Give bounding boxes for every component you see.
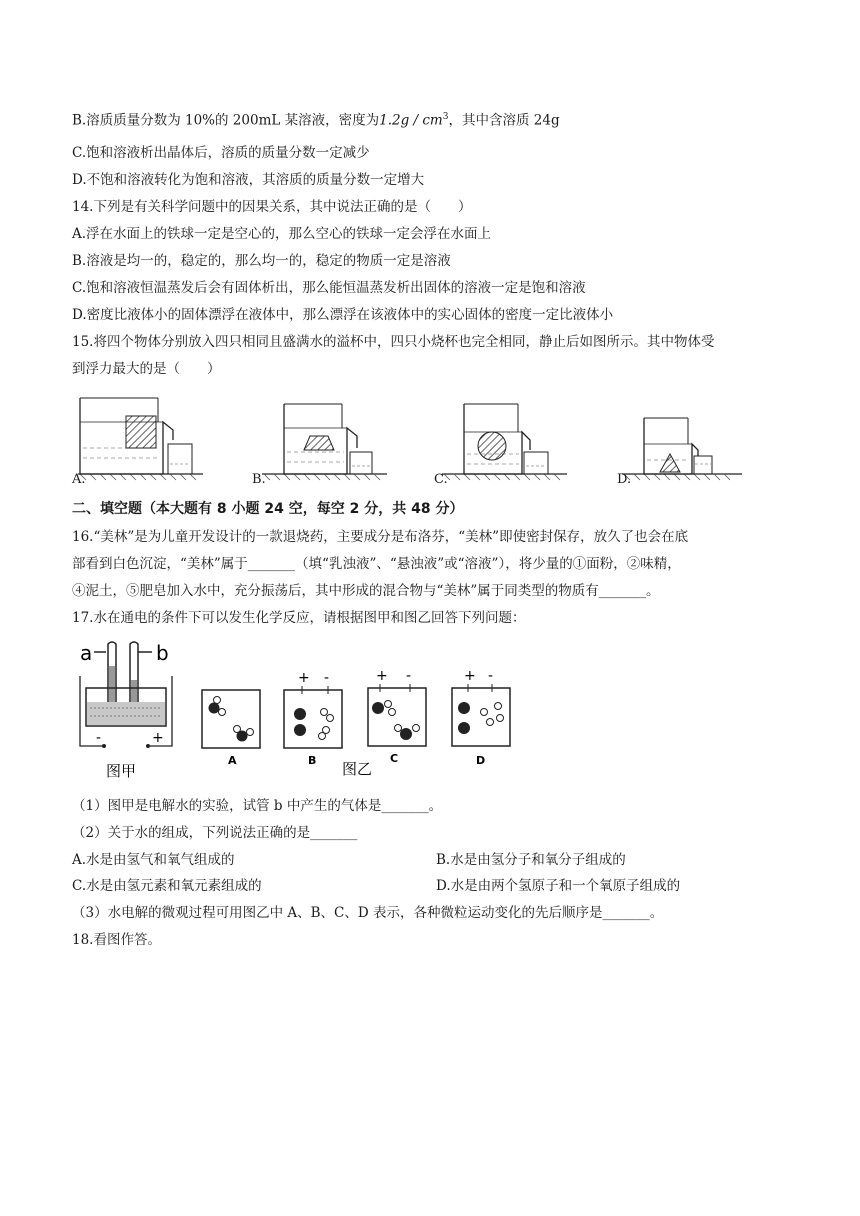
panel-b-minus: - (324, 670, 330, 686)
q17-part1: （1）图甲是电解水的实验，试管 b 中产生的气体是_______。 (72, 798, 443, 814)
q14-option-b: B.溶液是均一的，稳定的，那么均一的，稳定的物质一定是溶液 (72, 253, 451, 269)
q13-b-prefix: B.溶质质量分数为 10%的 200mL 某溶液，密度为 (72, 112, 380, 129)
q15-stem-line2: 到浮力最大的是（ ） (72, 361, 221, 377)
q17-option-b: B.水是由氢分子和氧分子组成的 (436, 852, 626, 868)
panel-d-minus: - (488, 668, 494, 684)
q17-figures (72, 636, 532, 784)
panel-c-label: C (390, 752, 399, 765)
q15-figure-a (78, 398, 203, 480)
q17-part2: （2）关于水的组成，下列说法正确的是_______ (72, 825, 358, 841)
panel-b-label: B (308, 754, 317, 767)
q13-option-b (72, 107, 560, 131)
q14-option-c: C.饱和溶液恒温蒸发后会有固体析出，那么能恒温蒸发析出固体的溶液一定是饱和溶液 (72, 280, 586, 296)
panel-c-plus: + (376, 668, 388, 684)
electrode-plus: + (152, 730, 164, 746)
q15-label-a: A. (72, 472, 86, 487)
electrolysis-apparatus (80, 641, 172, 780)
panel-b (284, 670, 372, 778)
q13-b-density: 1.2g / cm (379, 112, 443, 129)
q13-option-c: C.饱和溶液析出晶体后，溶质的质量分数一定减少 (72, 145, 370, 161)
panel-d (452, 668, 510, 767)
panel-a (202, 690, 260, 767)
q18-stem: 18.看图作答。 (72, 932, 161, 948)
panel-d-label: D (476, 754, 486, 767)
panel-c-minus: - (406, 668, 412, 684)
q13-option-d: D.不饱和溶液转化为饱和溶液，其溶质的质量分数一定增大 (72, 172, 425, 188)
q15-stem-line1: 15.将四个物体分别放入四只相同且盛满水的溢杯中，四只小烧杯也完全相同，静止后如图所示。其中物体受 (72, 334, 715, 350)
fig-yi-caption: 图乙 (342, 760, 373, 778)
section-title: 二、填空题（本大题有 8 小题 24 空，每空 2 分，共 48 分） (72, 501, 464, 517)
q17-option-d: D.水是由两个氢原子和一个氧原子组成的 (436, 878, 681, 894)
q15-figure-b (262, 404, 387, 480)
q15-label-c: C. (434, 472, 448, 487)
q14-option-d: D.密度比液体小的固体漂浮在液体中，那么漂浮在该液体中的实心固体的密度一定比液体小 (72, 307, 614, 323)
q15-figures (72, 392, 792, 492)
electrode-minus: - (96, 730, 102, 746)
panel-d-plus: + (464, 668, 476, 684)
q17-option-a: A.水是由氢气和氧气组成的 (72, 852, 235, 868)
tube-b-label: b (156, 641, 169, 665)
q15-figure-d (622, 418, 742, 480)
q15-label-d: D. (617, 472, 632, 487)
q17-option-c: C.水是由氢元素和氧元素组成的 (72, 878, 262, 894)
fig-jia-caption: 图甲 (106, 762, 137, 780)
q13-b-sup: 3 (442, 112, 449, 122)
q13-b-suffix: ，其中含溶质 24g (448, 112, 560, 129)
q16-line1: 16.“美林”是为儿童开发设计的一款退烧药，主要成分是布洛芬，“美林”即使密封保存，放久了也会在底 (72, 529, 689, 545)
q17-stem: 17.水在通电的条件下可以发生化学反应，请根据图甲和图乙回答下列问题： (72, 610, 526, 626)
q15-label-b: B. (252, 472, 266, 487)
panel-a-label: A (228, 754, 237, 767)
q15-figure-c (442, 404, 567, 480)
q16-line2: 部看到白色沉淀，“美林”属于_______（填“乳浊液”、“悬浊液”或“溶液”），将少量的①面粉，②味精， (72, 556, 681, 572)
q14-stem: 14.下列是有关科学问题中的因果关系，其中说法正确的是（ ） (72, 199, 472, 215)
q16-line3: ④泥土，⑤肥皂加入水中，充分振荡后，其中形成的混合物与“美林”属于同类型的物质有_______。 (72, 583, 660, 599)
q14-option-a: A.浮在水面上的铁球一定是空心的，那么空心的铁球一定会浮在水面上 (72, 226, 492, 242)
panel-b-plus: + (298, 670, 310, 686)
q17-part3: （3）水电解的微观过程可用图乙中 A、B、C、D 表示，各种微粒运动变化的先后顺序是_______。 (72, 905, 664, 921)
panel-c (368, 668, 426, 765)
tube-a-label: a (80, 641, 93, 665)
